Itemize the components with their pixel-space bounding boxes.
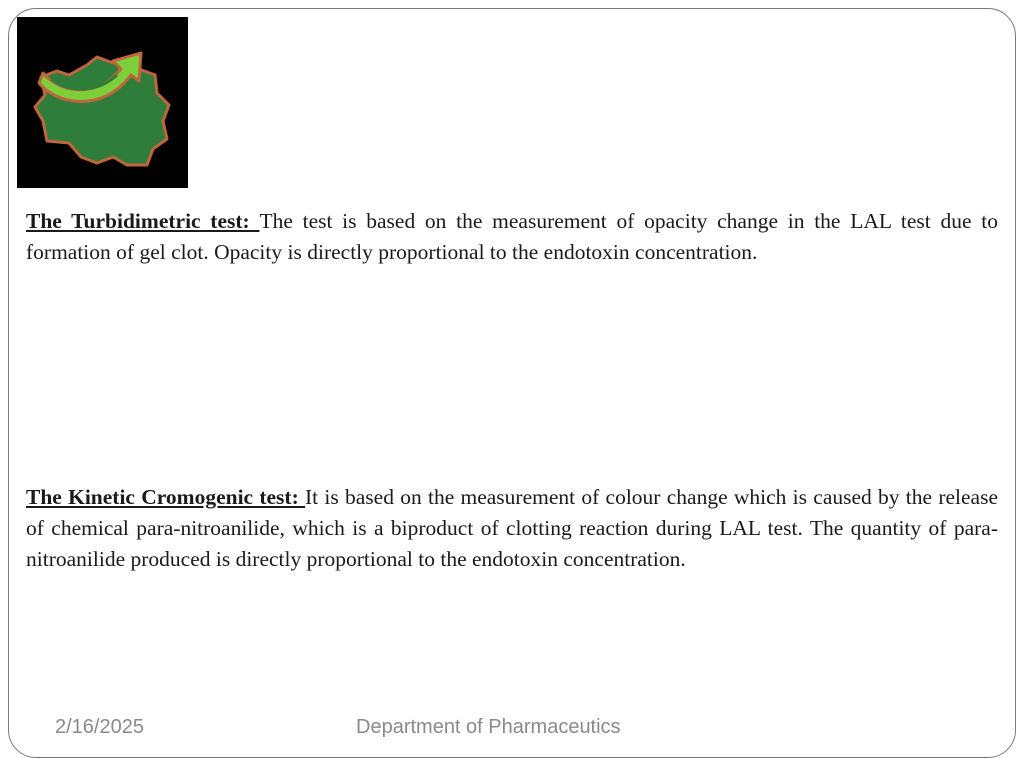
turbidimetric-test-term: The Turbidimetric test:	[26, 209, 260, 233]
kinetic-chromogenic-test-text: It is based on the measurement of colour change which is caused by the release of chemical para-nitroanilide, which is a biproduct of clotting reaction during LAL test. The quantity of para-nitroanilide produced is directly proportional to the endotoxin concentration.	[26, 485, 998, 571]
turbidimetric-test-paragraph	[26, 206, 998, 268]
footer-department: Department of Pharmaceutics	[356, 716, 621, 738]
kinetic-chromogenic-test-paragraph	[26, 482, 998, 575]
gear-arrow-icon	[17, 17, 188, 188]
footer-date: 2/16/2025	[55, 716, 144, 738]
kinetic-chromogenic-test-term: The Kinetic Cromogenic test:	[26, 485, 305, 509]
turbidimetric-test-text: The test is based on the measurement of opacity change in the LAL test due to formation of gel clot. Opacity is directly proportional to the endotoxin concentration.	[26, 209, 998, 264]
gear-with-arrow-logo	[17, 17, 188, 188]
